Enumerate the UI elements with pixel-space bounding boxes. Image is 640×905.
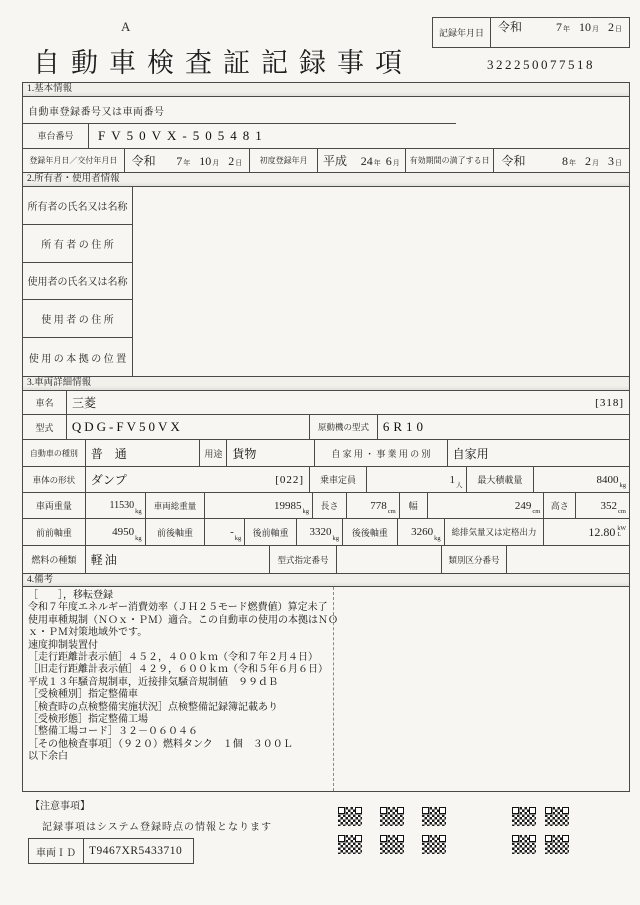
unit-cm: cm xyxy=(387,508,396,515)
record-date-day: 2 xyxy=(608,20,614,34)
section-title-owner-info: 2.所有者・使用者情報 xyxy=(23,173,629,187)
engine-model-label: 原動機の型式 xyxy=(310,415,378,439)
qr-code xyxy=(545,835,569,854)
class-number-value xyxy=(507,546,629,573)
unit-kg: kg xyxy=(234,535,242,542)
unit-year: 年 xyxy=(569,159,576,167)
remarks-line: ［旧走行距離計表示値］４２９，６００ｋｍ（令和５年６月６日） xyxy=(28,664,328,676)
unit-day: 日 xyxy=(235,159,243,167)
user-address-label: 使 用 者 の 住 所 xyxy=(23,300,132,338)
vehicle-name-code: [318] xyxy=(595,396,624,409)
qr-code xyxy=(380,807,404,826)
qr-code xyxy=(338,807,362,826)
expiry-era: 令和 xyxy=(501,154,526,168)
category-value: 普 通 xyxy=(86,440,201,466)
expiry-date-value xyxy=(494,149,629,172)
record-date-value xyxy=(491,18,629,47)
registration-date-label: 登録年月日／交付年月日 xyxy=(23,149,125,172)
qr-code xyxy=(512,807,536,826)
unit-kw: kW xyxy=(617,526,626,532)
owner-info-labels xyxy=(23,187,133,376)
expiry-month: 2 xyxy=(585,154,591,168)
remarks-line: ［受検形態］指定整備工場 xyxy=(28,714,148,726)
reg-date-era: 令和 xyxy=(131,154,156,168)
unit-month: 月 xyxy=(592,25,599,33)
first-registration-value xyxy=(318,149,406,172)
owner-info-value-area xyxy=(133,187,629,376)
type-cert-number-value xyxy=(337,546,442,573)
unit-day: 日 xyxy=(615,159,622,167)
capacity-cell xyxy=(367,467,467,492)
unit-kg: kg xyxy=(135,508,142,515)
body-shape-row xyxy=(23,467,629,493)
vehicle-name-label: 車名 xyxy=(23,391,67,414)
qr-code xyxy=(422,835,446,854)
height-label: 高さ xyxy=(544,493,576,518)
axle-front-rear-value: - xyxy=(230,526,234,538)
fuel-type-value: 軽油 xyxy=(86,546,270,573)
first-reg-year: 24 xyxy=(360,154,373,168)
remarks-line: 令和７年度エネルギー消費効率（ＪＨ２５モード燃費値）算定未了 xyxy=(28,602,328,614)
remarks-line: 以下余白 xyxy=(28,751,68,763)
weight-label: 車両重量 xyxy=(23,493,86,518)
chassis-number-row xyxy=(23,123,629,149)
first-registration-label: 初度登録年月 xyxy=(250,149,318,172)
section-title-basic-info: 1.基本情報 xyxy=(23,83,629,97)
unit-liter: L xyxy=(617,532,621,538)
remarks-line: ［受検種別］指定整備車 xyxy=(28,689,138,701)
unit-day: 日 xyxy=(615,25,622,33)
width-label: 幅 xyxy=(400,493,428,518)
model-value: QDG-FV50VX xyxy=(67,415,310,439)
axle-rear-front-label: 後前軸重 xyxy=(245,519,297,545)
qr-code-group xyxy=(338,835,446,854)
axle-rear-rear-label: 後後軸重 xyxy=(343,519,398,545)
engine-model-value: 6R10 xyxy=(382,419,427,434)
gross-weight-cell xyxy=(205,493,313,518)
private-business-value: 自家用 xyxy=(452,446,489,461)
displacement-value: 12.80 xyxy=(588,524,616,539)
weight-row xyxy=(23,493,629,519)
registration-date-value xyxy=(125,149,251,172)
remarks-line: ［その他検査事項］（９２０）燃料タンク １個 ３００Ｌ xyxy=(28,738,293,750)
document-title: 自動車検査証記録事項 xyxy=(33,48,413,78)
remarks-line: ［整備工場コード］３２－０６０４６ xyxy=(28,726,198,738)
remarks-empty-column xyxy=(334,587,629,791)
model-label: 型式 xyxy=(23,415,67,439)
width-value: 249 xyxy=(514,499,532,512)
remarks-line: 使用車種規制（ＮＯｘ・ＰＭ）適合。この自動車の使用の本拠はＮＯ xyxy=(28,614,338,626)
vehicle-name-cell xyxy=(67,391,629,414)
class-number-label: 類別区分番号 xyxy=(442,546,508,573)
fuel-row xyxy=(23,546,629,573)
qr-code-group xyxy=(338,807,446,826)
axle-rear-front-value: 3320 xyxy=(309,526,332,538)
max-load-value: 8400 xyxy=(596,473,619,486)
record-date-box xyxy=(432,17,630,48)
body-shape-code: [022] xyxy=(275,473,305,486)
length-value: 778 xyxy=(370,499,387,512)
remarks-line: ［走行距離計表示値］４５２，４００ｋｍ（令和７年２月４日） xyxy=(28,652,318,664)
use-base-location-label: 使 用 の 本 拠 の 位 置 xyxy=(28,353,127,365)
axle-front-front-cell xyxy=(86,519,146,545)
capacity-label: 乗車定員 xyxy=(310,467,367,492)
weight-cell xyxy=(86,493,146,518)
remarks-line: ［検査時の点検整備実施状況］点検整備記録簿記載あり xyxy=(28,701,278,713)
unit-kg: kg xyxy=(302,508,310,515)
unit-cm: cm xyxy=(532,508,541,515)
weight-value: 11530 xyxy=(109,500,135,511)
remarks-line: 平成１３年騒音規制車，近接排気騒音規制値 ９９ｄＢ xyxy=(28,676,278,688)
axle-rear-front-cell xyxy=(297,519,343,545)
owner-info-block xyxy=(23,187,629,377)
remarks-line: 速度抑制装置付 xyxy=(28,639,98,651)
axle-front-front-value: 4950 xyxy=(112,526,135,538)
notice-text: 記録事項はシステム登録時点の情報となります xyxy=(42,822,272,833)
use-label: 用途 xyxy=(200,440,227,466)
record-date-month: 10 xyxy=(579,20,591,34)
height-cell xyxy=(576,493,629,518)
gross-weight-label: 車両総重量 xyxy=(146,493,206,518)
record-date-label: 記録年月日 xyxy=(433,18,491,47)
qr-code xyxy=(422,807,446,826)
model-row xyxy=(23,415,629,440)
private-business-label: 自 家 用 ・ 事 業 用 の 別 xyxy=(315,440,448,466)
unit-kg: kg xyxy=(434,535,441,542)
remarks-line: ［ ］，移転登録 xyxy=(28,590,113,601)
vehicle-name-row xyxy=(23,391,629,415)
unit-month: 月 xyxy=(392,159,400,167)
category-label: 自動車の種別 xyxy=(23,440,86,466)
remarks-text-column xyxy=(23,587,338,791)
length-cell xyxy=(347,493,400,518)
axle-weight-row xyxy=(23,519,629,546)
unit-kg: kg xyxy=(332,535,339,542)
chassis-number-label: 車台番号 xyxy=(23,123,89,148)
height-value: 352 xyxy=(600,499,618,512)
displacement-cell xyxy=(544,519,629,545)
max-load-label: 最大積載量 xyxy=(467,467,535,492)
reg-date-year: 7 xyxy=(176,154,183,168)
expiry-year: 8 xyxy=(562,154,568,168)
axle-rear-rear-cell xyxy=(398,519,445,545)
fuel-type-label: 燃料の種類 xyxy=(23,546,86,573)
unit-kw-per-liter xyxy=(617,526,626,538)
qr-code xyxy=(512,835,536,854)
user-name-label: 使用者の氏名又は名称 xyxy=(23,263,132,301)
axle-front-rear-cell xyxy=(205,519,245,545)
axle-rear-rear-value: 3260 xyxy=(411,526,434,538)
registration-number-label: 自動車登録番号又は車両番号 xyxy=(28,106,165,118)
use-value: 貨物 xyxy=(227,440,315,466)
notice-title: 【注意事項】 xyxy=(30,801,90,812)
section-title-remarks: 4.備考 xyxy=(23,573,629,587)
vehicle-name-value: 三菱 xyxy=(72,396,97,410)
qr-code xyxy=(545,807,569,826)
qr-code-group xyxy=(512,835,569,854)
unit-kg: kg xyxy=(619,482,626,489)
unit-month: 月 xyxy=(212,159,220,167)
expiry-day: 3 xyxy=(608,154,614,168)
body-shape-label: 車体の形状 xyxy=(23,467,86,492)
unit-year: 年 xyxy=(373,159,381,167)
dates-row xyxy=(23,149,629,173)
qr-code-group xyxy=(512,807,569,826)
remarks-line: ｘ・ＰＭ対策地域外です。 xyxy=(28,627,148,639)
displacement-label: 総排気量又は定格出力 xyxy=(445,519,545,545)
registration-number-row xyxy=(23,97,629,123)
chassis-number-value: FV50VX-505481 xyxy=(98,127,268,143)
record-date-year: 7 xyxy=(556,20,562,34)
category-row xyxy=(23,440,629,467)
max-load-cell xyxy=(534,467,629,492)
length-label: 長さ xyxy=(313,493,347,518)
owner-name-label: 所有者の氏名又は名称 xyxy=(23,187,132,225)
unit-person: 人 xyxy=(456,482,463,489)
first-reg-month: 6 xyxy=(385,154,392,168)
remarks-block xyxy=(23,587,629,791)
main-table xyxy=(22,82,630,792)
axle-front-rear-label: 前後軸重 xyxy=(146,519,206,545)
first-reg-era: 平成 xyxy=(323,154,348,168)
section-title-vehicle-detail: 3.車両詳細情報 xyxy=(23,377,629,391)
type-cert-number-label: 型式指定番号 xyxy=(270,546,337,573)
unit-year: 年 xyxy=(183,159,191,167)
vehicle-id-value: T9467XR5433710 xyxy=(89,845,183,857)
vehicle-id-box xyxy=(28,838,194,864)
corner-mark: A xyxy=(121,19,131,34)
unit-year: 年 xyxy=(563,25,570,33)
reg-date-day: 2 xyxy=(228,154,235,168)
gross-weight-value: 19985 xyxy=(274,499,302,512)
capacity-value: 1 xyxy=(449,473,456,486)
axle-front-front-label: 前前軸重 xyxy=(23,519,86,545)
qr-code xyxy=(338,835,362,854)
owner-address-label: 所 有 者 の 住 所 xyxy=(23,225,132,263)
expiry-date-label: 有効期間の満了する日 xyxy=(406,149,495,172)
document-number: 322250077518 xyxy=(487,57,595,72)
unit-cm: cm xyxy=(618,508,626,515)
vehicle-id-label: 車両ＩＤ xyxy=(29,839,84,863)
unit-kg: kg xyxy=(135,535,142,542)
record-date-era: 令和 xyxy=(498,20,523,34)
width-cell xyxy=(428,493,545,518)
reg-date-month: 10 xyxy=(199,154,212,168)
body-shape-value: ダンプ xyxy=(90,473,127,487)
qr-code xyxy=(380,835,404,854)
body-shape-cell xyxy=(86,467,310,492)
unit-month: 月 xyxy=(592,159,599,167)
